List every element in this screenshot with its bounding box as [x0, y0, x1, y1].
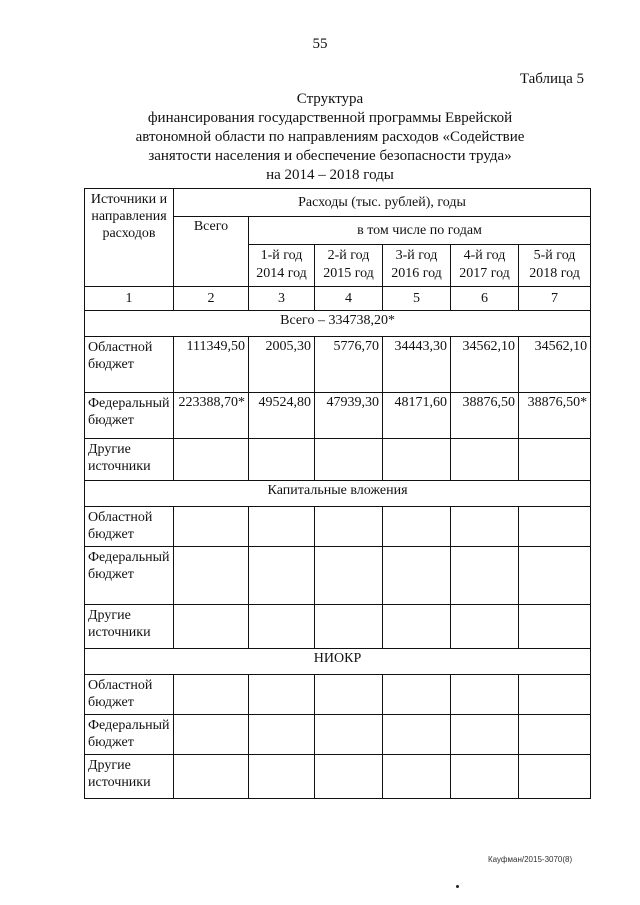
- value-cell: [249, 605, 315, 649]
- section-title: Всего – 334738,20*: [85, 311, 591, 337]
- row-label: Федеральный бюджет: [85, 715, 174, 755]
- column-number-6: 6: [451, 287, 519, 311]
- value-cell: [451, 675, 519, 715]
- value-cell: [383, 547, 451, 605]
- value-cell: 111349,50: [174, 337, 249, 393]
- value-cell: [383, 715, 451, 755]
- table-row: [85, 507, 591, 547]
- value-cell: [451, 715, 519, 755]
- value-cell: [249, 755, 315, 799]
- header-by-years: в том числе по годам: [249, 217, 591, 245]
- column-number-7: 7: [519, 287, 591, 311]
- table-row: [85, 715, 591, 755]
- header-expenses: Расходы (тыс. рублей), годы: [174, 189, 591, 217]
- header-year-2: 2-й год 2015 год: [315, 245, 383, 287]
- table-row: [85, 755, 591, 799]
- row-label: Областной бюджет: [85, 507, 174, 547]
- value-cell: [249, 675, 315, 715]
- row-label: Областной бюджет: [85, 675, 174, 715]
- value-cell: [383, 439, 451, 481]
- value-cell: [383, 605, 451, 649]
- value-cell: [249, 547, 315, 605]
- title-line: Структура: [296, 91, 364, 107]
- value-cell: [519, 675, 591, 715]
- table-caption: Таблица 5: [519, 71, 584, 87]
- value-cell: [519, 507, 591, 547]
- table-row: [85, 393, 591, 439]
- row-label: Другие источники: [85, 755, 174, 799]
- header-year-3: 3-й год 2016 год: [383, 245, 451, 287]
- header-total: Всего: [174, 217, 249, 287]
- value-cell: [249, 507, 315, 547]
- value-cell: [383, 675, 451, 715]
- header-year-5: 5-й год 2018 год: [519, 245, 591, 287]
- table-row: [85, 547, 591, 605]
- value-cell: [383, 755, 451, 799]
- table-row: [85, 605, 591, 649]
- title-line: автономной области по направлениям расходов «Содействие: [135, 129, 525, 145]
- value-cell: [315, 605, 383, 649]
- row-label: Областной бюджет: [85, 337, 174, 393]
- title-line: занятости населения и обеспечение безопасности труда»: [148, 148, 512, 164]
- value-cell: [519, 605, 591, 649]
- table-row: [85, 675, 591, 715]
- value-cell: [174, 755, 249, 799]
- value-cell: 38876,50: [451, 393, 519, 439]
- value-cell: [249, 439, 315, 481]
- value-cell: [174, 715, 249, 755]
- title-line: финансирования государственной программы Еврейской: [147, 110, 513, 126]
- value-cell: [451, 547, 519, 605]
- row-label: Другие источники: [85, 439, 174, 481]
- column-number-3: 3: [249, 287, 315, 311]
- value-cell: 49524,80: [249, 393, 315, 439]
- section-title: Капитальные вложения: [85, 481, 591, 507]
- header-year-4: 4-й год 2017 год: [451, 245, 519, 287]
- table-row: [85, 439, 591, 481]
- value-cell: [451, 755, 519, 799]
- value-cell: [174, 439, 249, 481]
- value-cell: [383, 507, 451, 547]
- table-title: [120, 90, 540, 185]
- value-cell: 2005,30: [249, 337, 315, 393]
- value-cell: [315, 547, 383, 605]
- value-cell: [519, 547, 591, 605]
- value-cell: [315, 507, 383, 547]
- row-label: Другие источники: [85, 605, 174, 649]
- value-cell: 34562,10: [451, 337, 519, 393]
- column-number-5: 5: [383, 287, 451, 311]
- value-cell: [451, 507, 519, 547]
- value-cell: 47939,30: [315, 393, 383, 439]
- value-cell: [451, 439, 519, 481]
- table-row: [85, 337, 591, 393]
- value-cell: [174, 675, 249, 715]
- document-id: Кауфман/2015-3070(8): [488, 855, 573, 864]
- column-number-4: 4: [315, 287, 383, 311]
- header-source-column: Источники и направления расходов: [85, 189, 174, 287]
- funding-table: [84, 188, 591, 799]
- value-cell: [315, 755, 383, 799]
- value-cell: [174, 547, 249, 605]
- value-cell: 48171,60: [383, 393, 451, 439]
- scan-dot: [456, 885, 459, 888]
- value-cell: 223388,70*: [174, 393, 249, 439]
- page-number: 55: [312, 36, 328, 52]
- value-cell: [315, 675, 383, 715]
- value-cell: [315, 439, 383, 481]
- value-cell: [519, 755, 591, 799]
- value-cell: 38876,50*: [519, 393, 591, 439]
- value-cell: 34562,10: [519, 337, 591, 393]
- row-label: Федеральный бюджет: [85, 393, 174, 439]
- value-cell: [519, 715, 591, 755]
- value-cell: [249, 715, 315, 755]
- header-year-1: 1-й год 2014 год: [249, 245, 315, 287]
- section-title: НИОКР: [85, 649, 591, 675]
- value-cell: [174, 605, 249, 649]
- value-cell: [174, 507, 249, 547]
- value-cell: [519, 439, 591, 481]
- value-cell: 5776,70: [315, 337, 383, 393]
- value-cell: [315, 715, 383, 755]
- row-label: Федеральный бюджет: [85, 547, 174, 605]
- value-cell: 34443,30: [383, 337, 451, 393]
- title-line: на 2014 – 2018 годы: [266, 167, 394, 183]
- column-number-1: 1: [85, 287, 174, 311]
- value-cell: [451, 605, 519, 649]
- column-number-2: 2: [174, 287, 249, 311]
